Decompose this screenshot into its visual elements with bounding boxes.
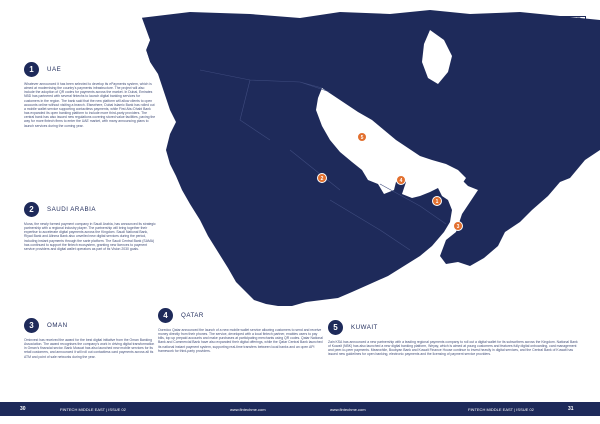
section-number-badge: 5: [328, 320, 343, 335]
section-header: [158, 308, 324, 323]
section-number-badge: 3: [24, 318, 39, 333]
marker-uae[interactable]: [433, 197, 442, 206]
section-title: UAE: [47, 66, 62, 73]
marker-qatar[interactable]: [397, 176, 406, 185]
section-body: Ooredoo Qatar announced the launch of a new mobile wallet service allowing customers to send and receive money directly from their phones. The service, developed with a local fintech partner, enables users to pay bills, top up prepaid accounts and make purchases at participating merchants using QR codes. Qatar National Bank and Commercial Bank have also expanded their digital offerings, while the Qatar Central Bank launched its national instant payment system, supporting real-time transfers between local banks and an open API framework for third-party providers.: [158, 328, 323, 353]
section-number-badge: 1: [24, 62, 39, 77]
section-qatar: [158, 308, 324, 353]
section-kuwait: [328, 320, 578, 357]
svg-text:1: 1: [435, 199, 439, 206]
section-header: [328, 320, 578, 335]
website-link-left[interactable]: www.fintechme.com: [230, 407, 266, 412]
section-body: Muna, the newly formed payment company in Saudi Arabia, has announced its strategic partnership with a regional industry player. The partnership will bring together their expertise to accelerate digital payments across the Kingdom. Saudi National Bank, Riyad Bank and Alinma Bank also unveiled new digital services during the period, including instant payments through the sarie platform. The Saudi Central Bank (SAMA) has continued to support the fintech ecosystem, granting new licences to payment service providers and digital wallet operators as part of its Vision 2030 goals.: [24, 222, 156, 251]
section-number-badge: 2: [24, 202, 39, 217]
section-header: [24, 202, 156, 217]
section-body: Ominvest has received the award for the best digital initiative from the Oman Banking Association. The award recognises the company's work in driving digital transformation in Oman's financial sector. Bank Muscat has also launched new mobile services for its retail customers, and announced it will roll out contactless card payments across all its ATM and point of sale networks during the year.: [24, 338, 155, 359]
page-number-left: 30: [20, 406, 26, 412]
website-link-right[interactable]: www.fintechme.com: [330, 407, 366, 412]
section-title: OMAN: [47, 322, 68, 329]
marker-kuwait[interactable]: [358, 133, 367, 142]
section-header: [24, 62, 156, 77]
svg-text:2: 2: [320, 176, 324, 183]
section-oman: [24, 318, 156, 359]
page-footer: [0, 402, 600, 416]
svg-text:3: 3: [456, 224, 460, 231]
section-saudi-arabia: [24, 202, 156, 251]
section-body: Zain KSA has announced a new partnership with a leading regional payments company to roll out a digital wallet for its subscribers across the Kingdom. National Bank of Kuwait (NBK) has also launched a new digital banking platform, Weyay, which is aimed at young customers and features fully digital onboarding, card management and peer-to-peer payments. Meanwhile, Boubyan Bank and Kuwait Finance House continue to invest heavily in digital services, and the Central Bank of Kuwait has issued new guidelines for open banking, electronic payments and the licensing of payment service providers.: [328, 340, 578, 357]
section-uae: [24, 62, 156, 128]
section-body: Whatever announced it has been selected to develop its ePayments system, which is aimed at modernising the country's payments infrastructure. The project will also include the adoption of QR codes for payments across the market. In Dubai, Emirates NBD has partnered with several fintechs to launch digital banking services for customers in the region. The bank said that the new platform will allow clients to open accounts online without visiting a branch. Elsewhere, Dubai Islamic Bank has rolled out a mobile wallet service supporting contactless payments, while First Abu Dhabi Bank has expanded its open banking platform to include more third-party providers. The central bank has also issued new regulations covering stored value facilities, paving the way for more fintech firms to enter the UAE market, with many announcing plans to launch services during the coming year.: [24, 82, 156, 128]
section-title: SAUDI ARABIA: [47, 206, 96, 213]
marker-saudi[interactable]: [318, 174, 327, 183]
page-number-right: 31: [568, 406, 574, 412]
svg-text:5: 5: [360, 135, 364, 142]
svg-text:4: 4: [399, 178, 403, 185]
section-number-badge: 4: [158, 308, 173, 323]
section-title: QATAR: [181, 312, 204, 319]
section-title: KUWAIT: [351, 324, 378, 331]
magazine-name-right: FINTECH MIDDLE EAST | ISSUE 02: [468, 407, 534, 412]
magazine-name-left: FINTECH MIDDLE EAST | ISSUE 02: [60, 407, 126, 412]
section-header: [24, 318, 156, 333]
marker-oman[interactable]: [454, 222, 463, 231]
